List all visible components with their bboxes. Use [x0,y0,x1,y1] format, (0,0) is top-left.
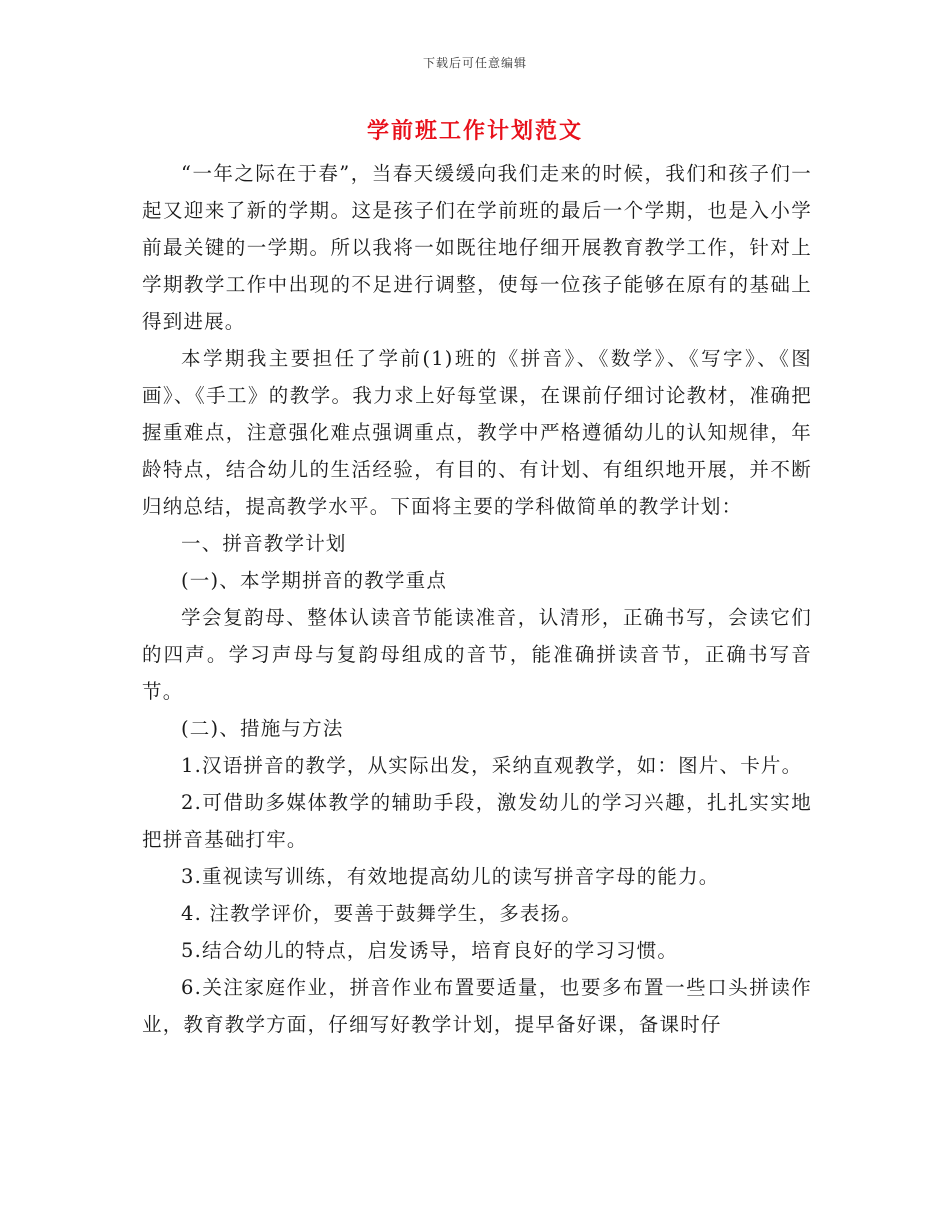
paragraph-duties: 本学期我主要担任了学前(1)班的《拼音》、《数学》、《写字》、《图画》、《手工》的教学。我力求上好每堂课，在课前仔细讨论教材，准确把握重难点，注意强化难点强调重点，教学中严格遵循幼儿的认知规律，年龄特点，结合幼儿的生活经验，有目的、有计划、有组织地开展，并不断归纳总结，提高教学水平。下面将主要的学科做简单的教学计划： [142,347,812,518]
list-item-method-5: 5.结合幼儿的特点，启发诱导，培育良好的学习习惯。 [181,939,679,962]
subsection-heading-methods: (二)、措施与方法 [181,717,344,740]
subsection-heading-focus: (一)、本学期拼音的教学重点 [181,569,448,592]
list-item-method-1: 1.汉语拼音的教学，从实际出发，采纳直观教学，如：图片、卡片。 [181,754,803,777]
document-body [142,155,812,1043]
list-item-method-2: 2.可借助多媒体教学的辅助手段，激发幼儿的学习兴趣，扎扎实实地把拼音基础打牢。 [142,791,812,851]
list-item-method-6: 6.关注家庭作业，拼音作业布置要适量，也要多布置一些口头拼读作业，教育教学方面，仔细写好教学计划，提早备好课，备课时仔 [142,976,812,1036]
section-heading-pinyin-plan: 一、拼音教学计划 [181,532,347,555]
list-item-method-3: 3.重视读写训练，有效地提高幼儿的读写拼音字母的能力。 [181,865,720,888]
header-note: 下载后可任意编辑 [422,56,527,70]
list-item-method-4: 4. 注教学评价，要善于鼓舞学生，多表扬。 [181,902,583,925]
paragraph-intro: “一年之际在于春”，当春天缓缓向我们走来的时候，我们和孩子们一起又迎来了新的学期。这是孩子们在学前班的最后一个学期，也是入小学前最关键的一学期。所以我将一如既往地仔细开展教育教学工作，针对上学期教学工作中出现的不足进行调整，使每一位孩子能够在原有的基础上得到进展。 [142,162,812,333]
document-title: 学前班工作计划范文 [366,118,583,144]
paragraph-focus: 学会复韵母、整体认读音节能读准音，认清形，正确书写，会读它们的四声。学习声母与复韵母组成的音节，能准确拼读音节，正确书写音节。 [142,606,812,703]
